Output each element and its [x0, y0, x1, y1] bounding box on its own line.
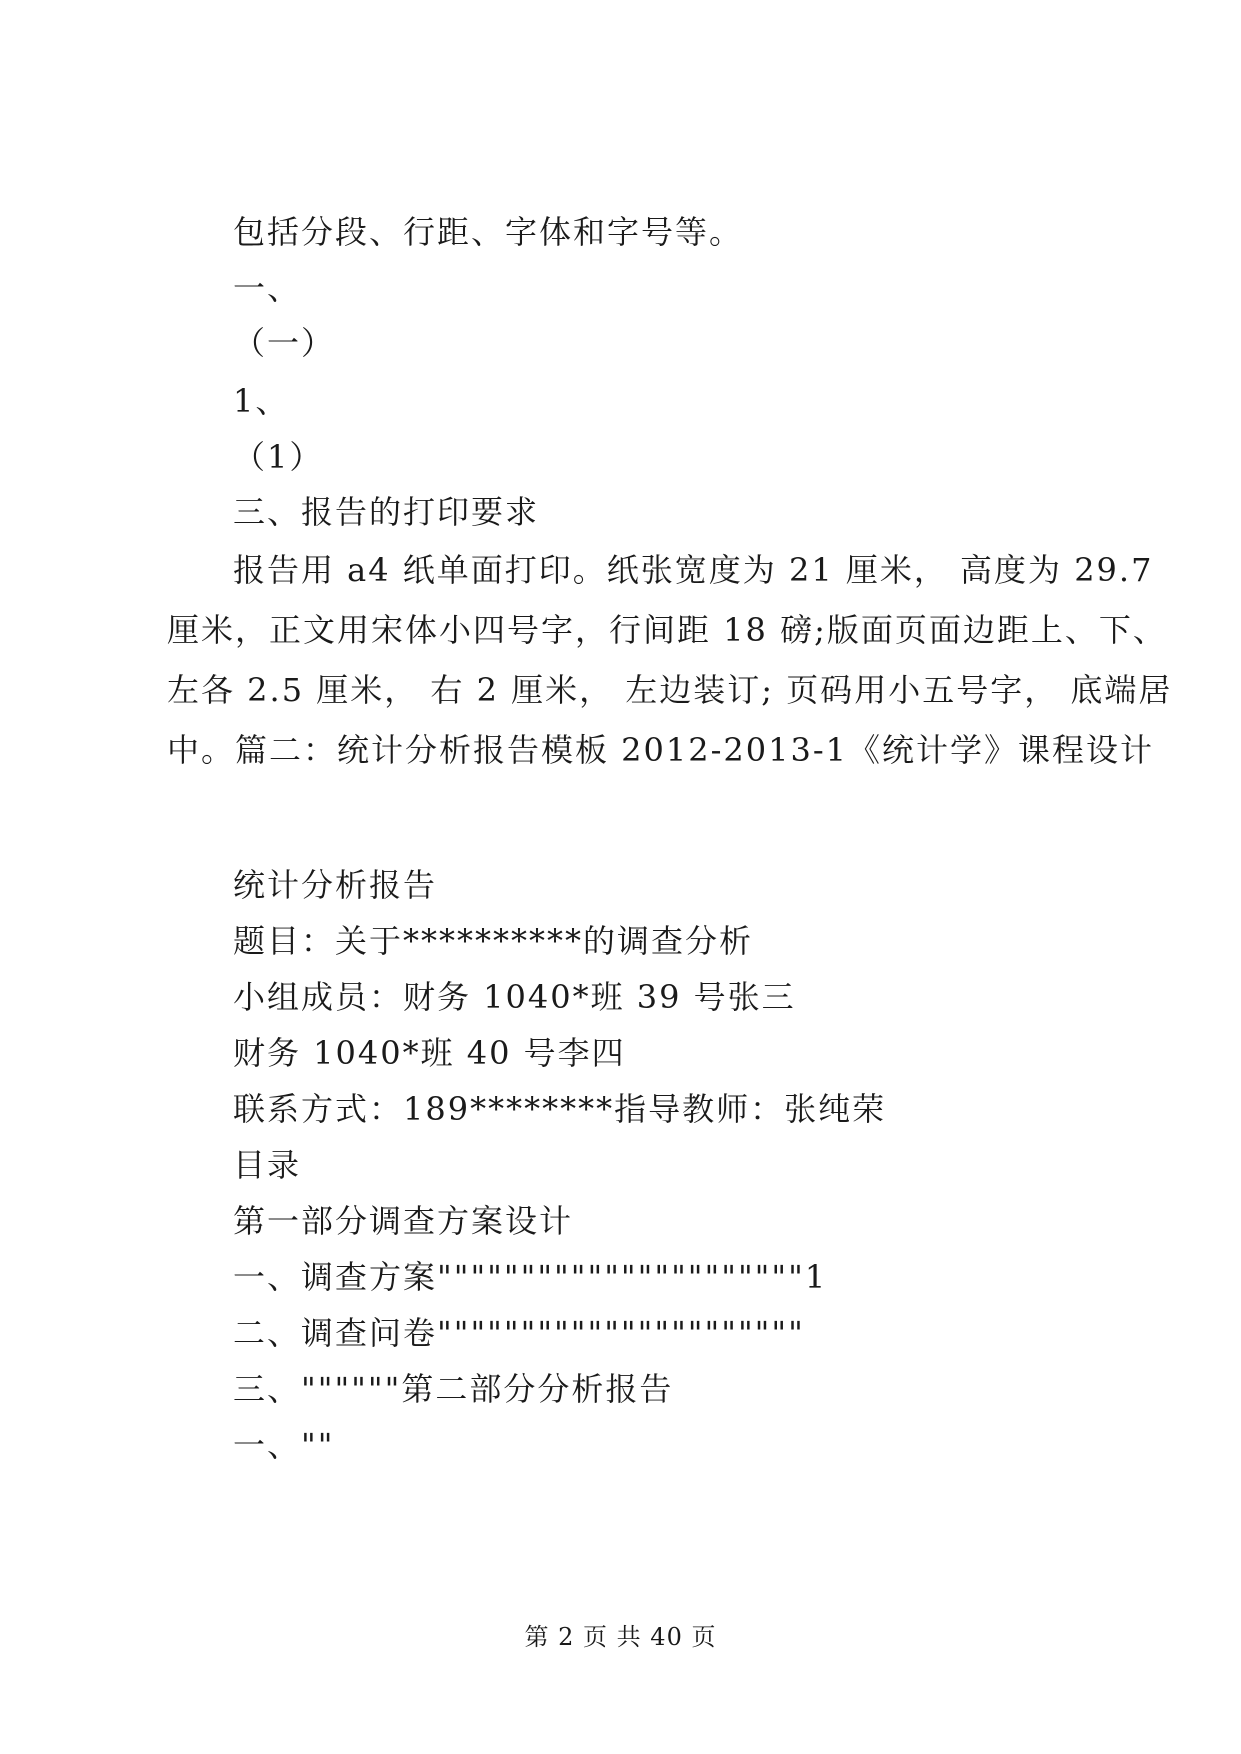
heading-level-1: 一、: [233, 269, 302, 307]
paragraph-row: 报告用 a4 纸单面打印。纸张宽度为 21 厘米， 高度为 29.7: [233, 551, 1154, 589]
heading-level-3: 1、: [233, 382, 290, 420]
toc-item: 三、""""""第二部分分析报告: [233, 1370, 674, 1408]
group-members: 小组成员：财务 1040*班 39 号张三: [233, 978, 796, 1016]
paragraph-row: 厘米，正文用宋体小四号字，行间距 18 磅;版面页面边距上、下、: [167, 611, 1167, 649]
report-subject: 题目：关于**********的调查分析: [233, 922, 754, 960]
text-line: 包括分段、行距、字体和字号等。: [233, 213, 744, 251]
toc-item: 二、调查问卷"""""""""""""""""""""": [233, 1314, 805, 1352]
paragraph-row: 中。篇二：统计分析报告模板 2012-2013-1《统计学》课程设计: [167, 731, 1155, 769]
paragraph-row: 左各 2.5 厘米， 右 2 厘米， 左边装订; 页码用小五号字， 底端居: [167, 671, 1173, 709]
heading-level-4: （1）: [233, 438, 324, 476]
contact-info: 联系方式：189********指导教师：张纯荣: [233, 1090, 887, 1128]
print-requirements-paragraph: [167, 540, 1173, 780]
toc-part-1: 第一部分调查方案设计: [233, 1202, 574, 1240]
heading-level-2: （一）: [233, 324, 336, 362]
section-heading: 三、报告的打印要求: [233, 493, 540, 531]
toc-item: 一、调查方案""""""""""""""""""""""1: [233, 1258, 828, 1296]
toc-heading: 目录: [233, 1146, 302, 1184]
page-number-footer: 第 2 页 共 40 页: [524, 1623, 717, 1651]
toc-item: 一、"": [233, 1426, 335, 1464]
group-member-2: 财务 1040*班 40 号李四: [233, 1034, 626, 1072]
report-title: 统计分析报告: [233, 866, 438, 904]
